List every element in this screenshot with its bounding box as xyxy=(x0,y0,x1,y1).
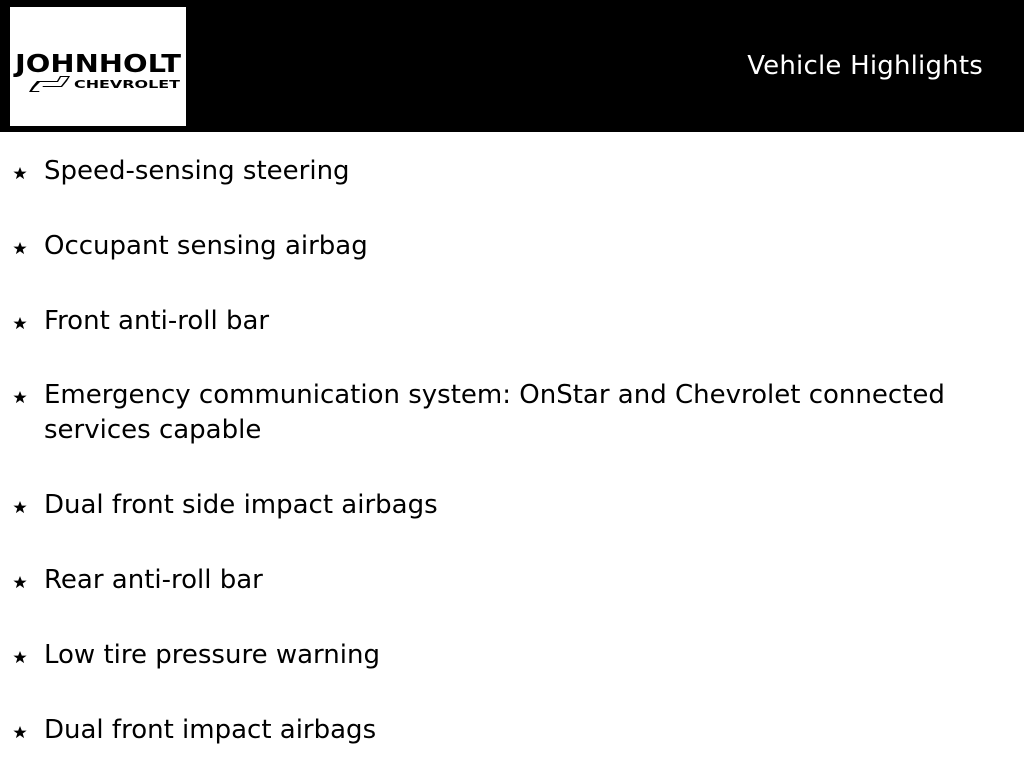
highlight-label: Occupant sensing airbag xyxy=(44,231,368,261)
star-icon xyxy=(10,313,30,333)
dealer-logo xyxy=(10,7,186,126)
logo-wordmark: JOHNHOLT xyxy=(12,49,182,78)
vehicle-highlights-list xyxy=(0,132,1024,768)
highlight-label: Emergency communication system: OnStar and Chevrolet connected services capable xyxy=(44,380,945,445)
star-icon xyxy=(10,722,30,742)
page-title: Vehicle Highlights xyxy=(747,51,983,81)
highlight-label: Dual front side impact airbags xyxy=(44,490,438,520)
highlight-label: Front anti-roll bar xyxy=(44,306,270,336)
star-icon xyxy=(10,387,30,407)
star-icon xyxy=(10,163,30,183)
star-icon xyxy=(10,238,30,258)
chevrolet-bowtie-icon xyxy=(29,76,70,92)
highlight-label: Rear anti-roll bar xyxy=(44,565,263,595)
highlight-label: Speed-sensing steering xyxy=(44,156,350,186)
logo-brand: CHEVROLET xyxy=(74,78,181,91)
highlight-label: Dual front impact airbags xyxy=(44,715,377,745)
star-icon xyxy=(10,572,30,592)
highlight-label: Low tire pressure warning xyxy=(44,640,380,670)
john-holt-chevrolet-logo xyxy=(10,7,186,126)
star-icon xyxy=(10,497,30,517)
star-icon xyxy=(10,647,30,667)
header-bar xyxy=(0,0,1024,132)
